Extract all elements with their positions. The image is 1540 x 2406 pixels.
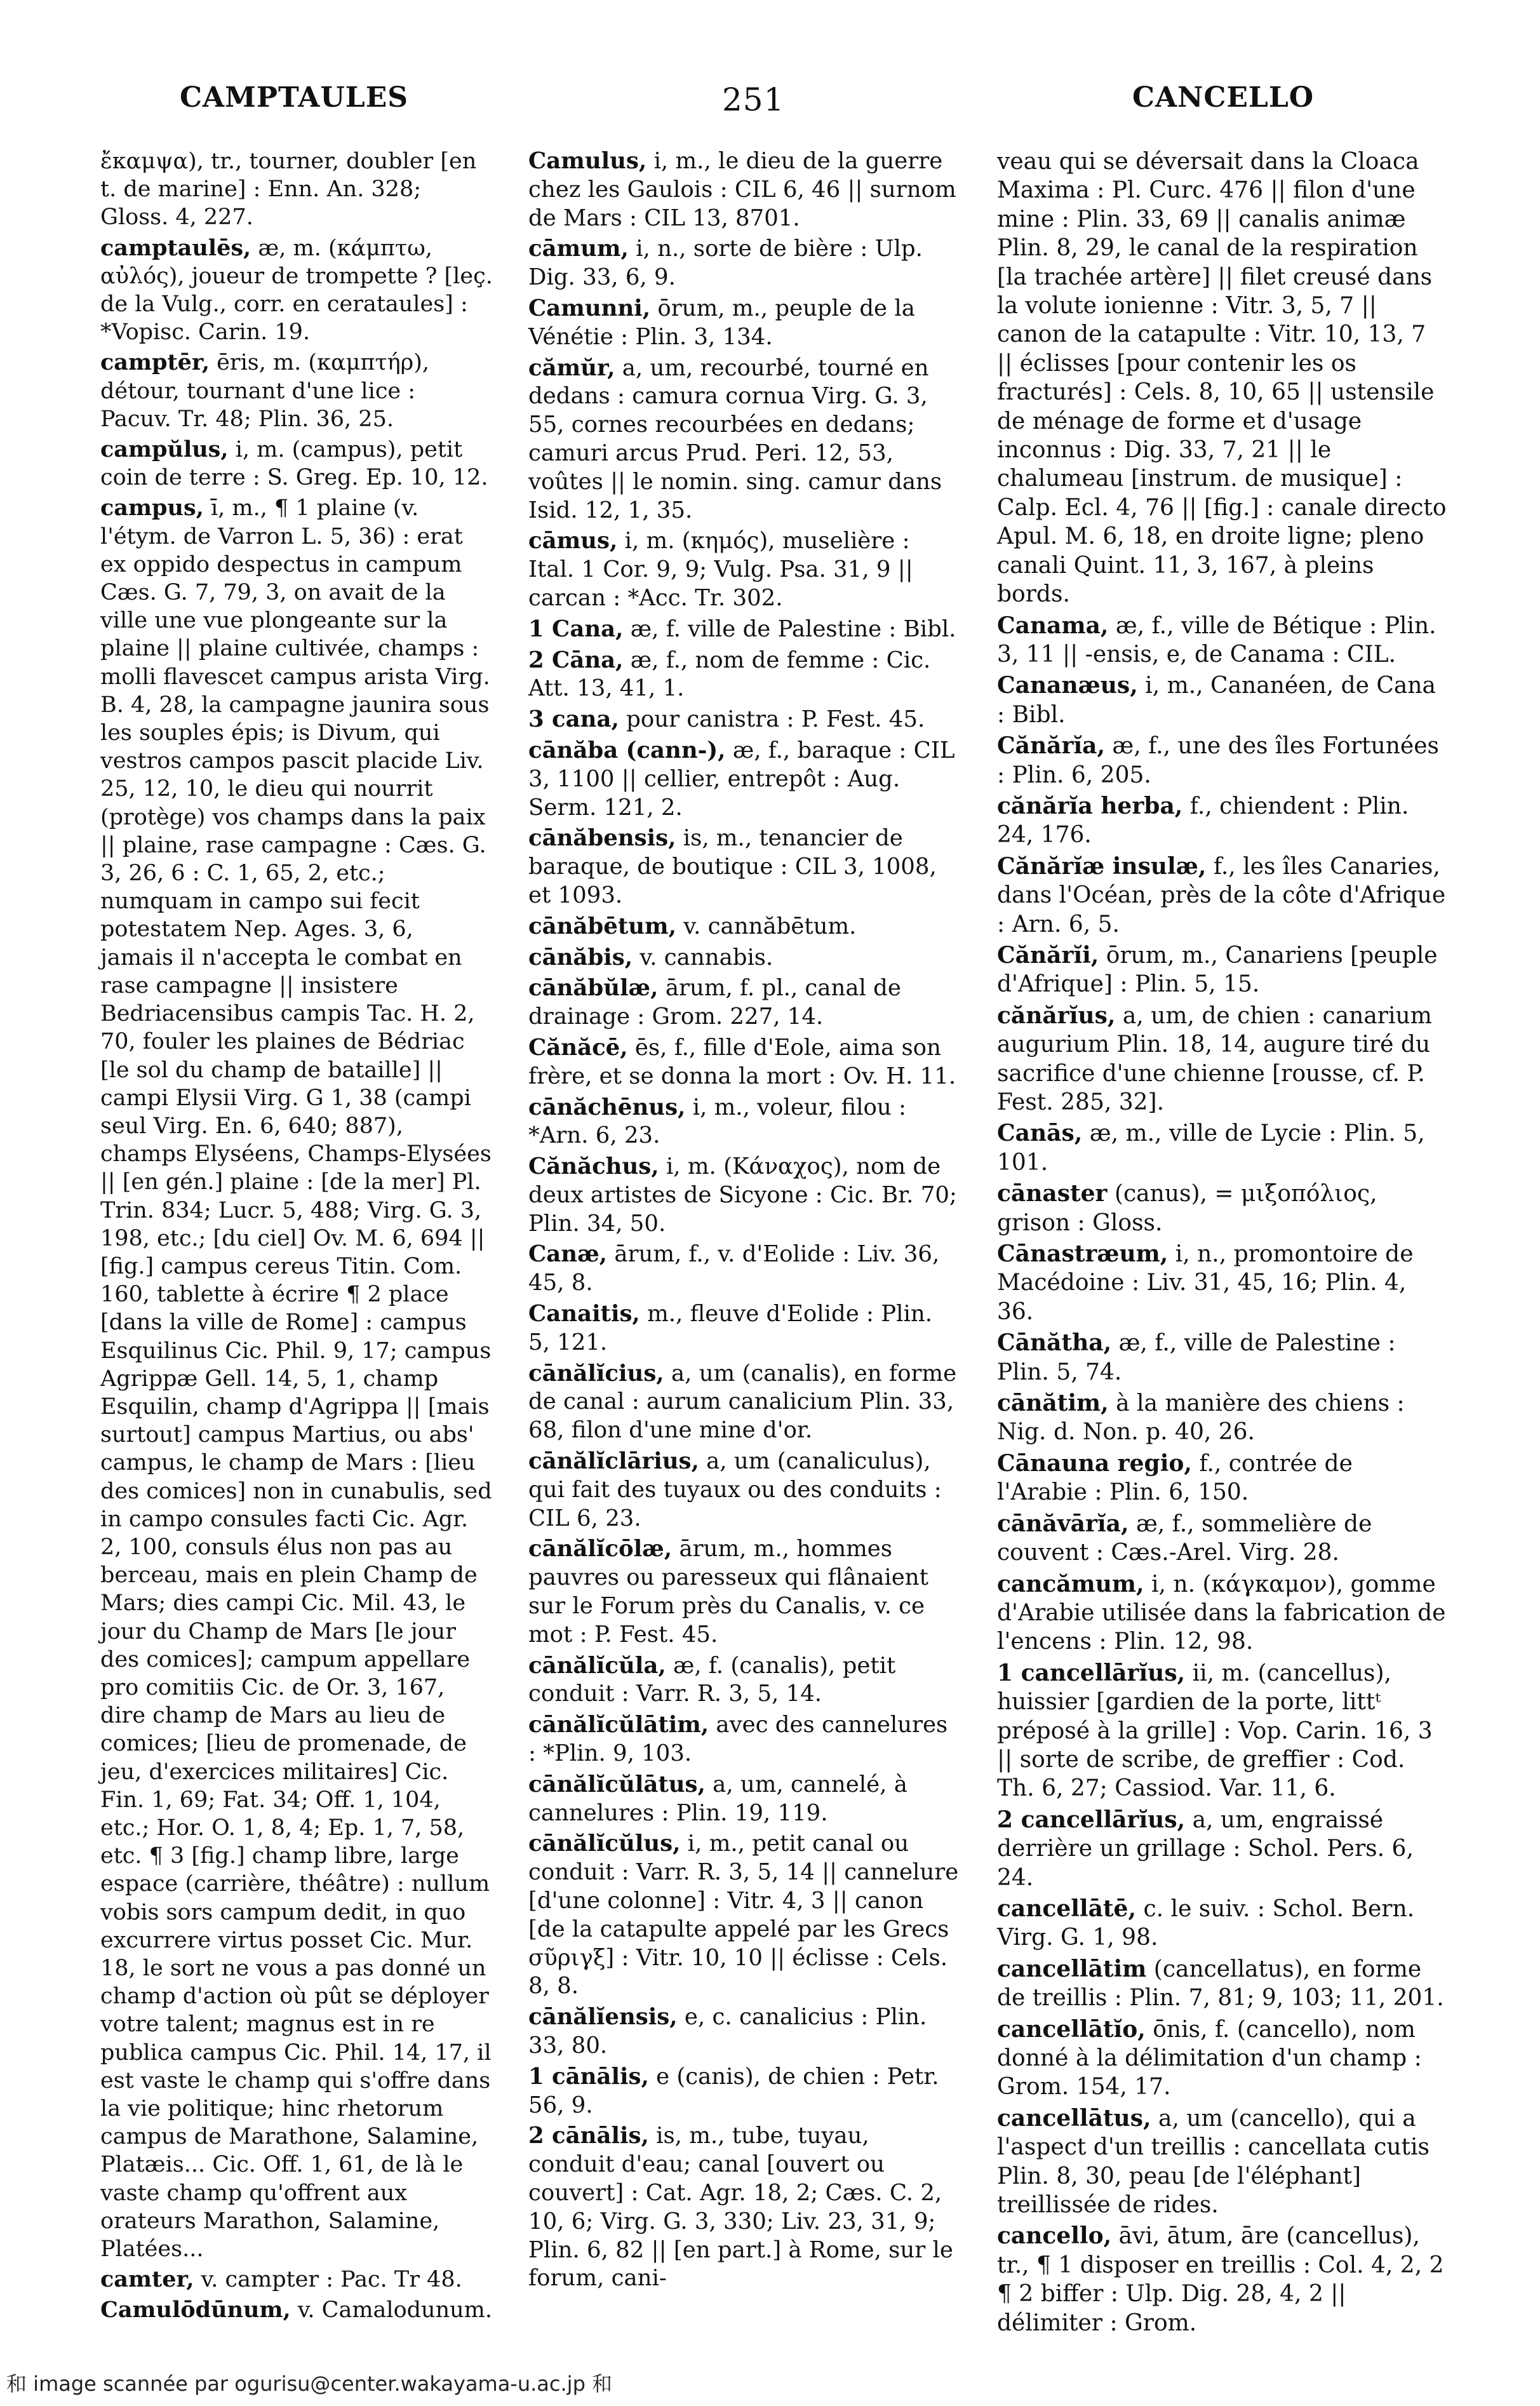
dictionary-entry bbox=[100, 2296, 493, 2324]
dictionary-entry bbox=[528, 913, 960, 941]
dictionary-entry bbox=[997, 1329, 1448, 1387]
dictionary-entry bbox=[997, 147, 1448, 609]
dictionary-entry bbox=[528, 615, 960, 644]
headword: cānăvārĭa, bbox=[997, 1510, 1129, 1537]
definition: i, n., sorte de bière : Ulp. Dig. 33, 6, 9. bbox=[528, 236, 923, 291]
definition: v. Camalodunum. bbox=[290, 2297, 492, 2323]
dictionary-entry bbox=[100, 349, 493, 433]
headword: cānăba (cann-), bbox=[528, 737, 726, 763]
definition: a, um, de chien : canarium augurium Plin. 18, 14, augure tiré du sacrifice d'une chienne [rousse, cf. P. Fest. 285, 32]. bbox=[997, 1002, 1432, 1115]
definition: f., les îles Canaries, dans l'Océan, près de la côte d'Afrique : Arn. 6, 5. bbox=[997, 853, 1446, 938]
headword: cānăbŭlæ, bbox=[528, 975, 659, 1002]
definition: æ, f., sommelière de couvent : Cæs.-Arel. Virg. 28. bbox=[997, 1510, 1372, 1566]
definition: v. cannăbētum. bbox=[676, 913, 857, 939]
dictionary-entry bbox=[100, 234, 493, 347]
definition: a, um (cancello), qui a l'aspect d'un treillis : cancellata cutis Plin. 8, 30, peau [de l'éléphant] treillissée de rides. bbox=[997, 2105, 1430, 2219]
dictionary-entry bbox=[528, 354, 960, 525]
definition: ἔκαμψα), tr., tourner, doubler [en t. de marine] : Enn. An. 328; Gloss. 4, 227. bbox=[100, 149, 477, 231]
definition: a, um (canaliculus), qui fait des tuyaux ou des conduits : CIL 6, 23. bbox=[528, 1448, 942, 1531]
definition: æ, m. (κάμπτω, αὐλός), joueur de trompette ? [leç. de la Vulg., corr. en cerataules] : *Vopisc. Carin. 19. bbox=[100, 235, 493, 346]
column-1 bbox=[100, 147, 493, 2325]
scan-credit: 和 image scannée par ogurisu@center.wakayama-u.ac.jp 和 bbox=[6, 2372, 613, 2396]
dictionary-entry bbox=[997, 941, 1448, 999]
headword: cānălĭensis, bbox=[528, 2004, 678, 2031]
dictionary-entry bbox=[997, 1002, 1448, 1117]
definition: ēris, m. (καμπτήρ), détour, tournant d'une lice : Pacuv. Tr. 48; Plin. 36, 25. bbox=[100, 350, 430, 432]
dictionary-entry bbox=[528, 1535, 960, 1649]
dictionary-entry bbox=[528, 647, 960, 704]
headword: cancămum, bbox=[997, 1570, 1144, 1597]
headword: cancellātus, bbox=[997, 2104, 1151, 2132]
headword: cănărĭus, bbox=[997, 1002, 1116, 1029]
dictionary-entry bbox=[100, 436, 493, 492]
dictionary-entry bbox=[528, 235, 960, 292]
definition: pour canistra : P. Fest. 45. bbox=[619, 706, 925, 733]
definition: a, um, engraissé derrière un grillage : Schol. Pers. 6, 24. bbox=[997, 1806, 1414, 1891]
definition: i, m., voleur, filou : *Arn. 6, 23. bbox=[528, 1094, 906, 1149]
definition: a, um (canalis), en forme de canal : aurum canalicium Plin. 33, 68, filon d'une mine d'or. bbox=[528, 1360, 957, 1444]
definition: i, m. (Κάναχος), nom de deux artistes de Sicyone : Cic. Br. 70; Plin. 34, 50. bbox=[528, 1153, 957, 1237]
definition: v. cannabis. bbox=[633, 944, 773, 971]
dictionary-entry bbox=[997, 1179, 1448, 1237]
headword: Cananæus, bbox=[997, 672, 1138, 699]
definition: is, m., tenancier de baraque, de boutique : CIL 3, 1008, et 1093. bbox=[528, 825, 937, 908]
dictionary-entry bbox=[997, 2015, 1448, 2102]
definition: m., fleuve d'Eolide : Plin. 5, 121. bbox=[528, 1301, 932, 1355]
definition: i, n. (κάγκαμον), gomme d'Arabie utilisée dans la fabrication de l'encens : Plin. 12, 98. bbox=[997, 1571, 1446, 1655]
left-guide-word: CAMPTAULES bbox=[180, 81, 409, 114]
definition: æ, f., baraque : CIL 3, 1100 || cellier, entrepôt : Aug. Serm. 121, 2. bbox=[528, 737, 955, 821]
headword: cānălĭcōlæ, bbox=[528, 1536, 673, 1563]
definition: æ, m., ville de Lycie : Plin. 5, 101. bbox=[997, 1120, 1425, 1176]
dictionary-entry bbox=[528, 1771, 960, 1828]
headword: 1 cancellārĭus, bbox=[997, 1659, 1186, 1686]
headword: 2 Cāna, bbox=[528, 647, 624, 673]
definition: e (canis), de chien : Petr. 56, 9. bbox=[528, 2063, 939, 2118]
column-3 bbox=[997, 147, 1448, 2337]
definition: i, m., petit canal ou conduit : Varr. R. 3, 5, 14 || cannelure [d'une colonne] : Vitr. 4, 3 || canon [de la catapulte appelé par les Grecs σῦριγξ] : Vitr. 10, 10 || éclisse : Cels. 8, 8. bbox=[528, 1831, 959, 1999]
dictionary-entry bbox=[997, 612, 1448, 669]
definition: is, m., tube, tuyau, conduit d'eau; canal [ouvert ou couvert] : Cat. Agr. 18, 2; Cæs. C. 2, 10, 6; Virg. G. 3, 330; Liv. 23, 31, 9; Plin. 6, 82 || [en part.] à Rome, sur le forum, cani- bbox=[528, 2123, 953, 2292]
page-number: 251 bbox=[722, 81, 785, 118]
dictionary-entry bbox=[100, 2266, 493, 2294]
headword: 1 cānālis, bbox=[528, 2063, 649, 2090]
headword: Camulus, bbox=[528, 148, 647, 174]
dictionary-entry bbox=[997, 1895, 1448, 1952]
dictionary-entry bbox=[528, 1240, 960, 1298]
headword: Cănărĭi, bbox=[997, 941, 1099, 969]
column-2 bbox=[528, 147, 960, 2293]
dictionary-entry bbox=[528, 295, 960, 352]
definition: i, m. (campus), petit coin de terre : S. Greg. Ep. 10, 12. bbox=[100, 437, 488, 491]
headword: Cănărĭæ insulæ, bbox=[997, 852, 1207, 880]
headword: 2 cānālis, bbox=[528, 2123, 649, 2149]
definition: ārum, m., hommes pauvres ou paresseux qui flânaient sur le Forum près du Canalis, v. ce mot : P. Fest. 45. bbox=[528, 1536, 928, 1648]
headword: cāmum, bbox=[528, 236, 629, 262]
definition: f., chiendent : Plin. 24, 176. bbox=[997, 793, 1409, 849]
headword: 2 cancellārĭus, bbox=[997, 1806, 1186, 1833]
dictionary-entry bbox=[528, 1711, 960, 1768]
definition: ōrum, m., Canariens [peuple d'Afrique] : Plin. 5, 15. bbox=[997, 942, 1438, 998]
definition: æ, f., une des îles Fortunées : Plin. 6, 205. bbox=[997, 733, 1439, 788]
headword: Cănăchus, bbox=[528, 1153, 659, 1180]
headword: cănărĭa herba, bbox=[997, 792, 1183, 819]
dictionary-entry bbox=[997, 1119, 1448, 1177]
dictionary-entry bbox=[997, 1659, 1448, 1803]
definition: veau qui se déversait dans la Cloaca Maxima : Pl. Curc. 476 || filon d'une mine : Plin. 33, 69 || canalis animæ Plin. 8, 29, le canal de la respiration [la trachée artère] || filet creusé dans la volute ionienne : Vitr. 3, 5, 7 || canon de la catapulte : Vitr. 10, 13, 7 || éclisses [pour contenir les os fracturés] : Cels. 8, 10, 65 || ustensile de ménage de forme et d'usage inconnus : Dig. 33, 7, 21 || le chalumeau [instrum. de musique] : Calp. Ecl. 4, 76 || [fig.] : canale directo Apul. M. 6, 18, en droite ligne; pleno canali Quint. 11, 3, 167, à pleins bords. bbox=[997, 149, 1447, 608]
headword: Canaitis, bbox=[528, 1301, 640, 1327]
definition: i, m., Cananéen, de Cana : Bibl. bbox=[997, 673, 1436, 728]
definition: æ, f., ville de Bétique : Plin. 3, 11 || -ensis, e, de Canama : CIL. bbox=[997, 612, 1436, 668]
dictionary-entry bbox=[997, 2222, 1448, 2337]
definition: i, m., le dieu de la guerre chez les Gaulois : CIL 6, 46 || surnom de Mars : CIL 13, 8701. bbox=[528, 148, 956, 231]
dictionary-entry bbox=[528, 824, 960, 910]
definition: ī, m., ¶ 1 plaine (v. l'étym. de Varron L. 5, 36) : erat ex oppido despectus in campum Cæs. G. 7, 79, 3, on avait de la ville une vue plongeante sur la plaine || plaine cultivée, champs : molli flavescet campus arista Virg. B. 4, 28, la campagne jaunira sous les souples épis; is Divum, qui vestros campos pascit placide Liv. 25, 12, 10, le dieu qui nourrit (protège) vos champs dans la paix || plaine, rase campagne : Cæs. G. 3, 26, 6 : C. 1, 65, 2, etc.; numquam in campo sui fecit potestatem Nep. Ages. 3, 6, jamais il n'accepta le combat en rase campagne || insistere Bedriacensibus campis Tac. H. 2, 70, fouler les plaines de Bédriac [le sol du champ de bataille] || campi Elysii Virg. G 1, 38 (campi seul Virg. En. 6, 640; 887), champs Elyséens, Champs-Elysées || [en gén.] plaine : [de la mer] Pl. Trin. 834; Lucr. 5, 488; Virg. G. 3, 198, etc.; [du ciel] Ov. M. 6, 694 || [fig.] campus cereus Titin. Com. 160, tablette à écrire ¶ 2 place [dans la ville de Rome] : campus Esquilinus Cic. Phil. 9, 17; campus Agrippæ Gell. 14, 5, 1, champ Esquilin, champ d'Agrippa || [mais surtout] campus Martius, ou abs' campus, le champ de Mars : [lieu des comices] non in cunabulis, sed in campo consules facti Cic. Agr. 2, 100, consuls élus non pas au berceau, mais en plein Champ de Mars; dies campi Cic. Mil. 43, le jour du Champ de Mars [le jour des comices]; campum appellare pro comitiis Cic. de Or. 3, 167, dire champ de Mars au lieu de comices; [lieu de promenade, de jeu, d'exercices militaires] Cic. Fin. 1, 69; Fat. 34; Off. 1, 104, etc.; Hor. O. 1, 8, 4; Ep. 1, 7, 58, etc. ¶ 3 [fig.] champ libre, large espace (carrière, théâtre) : nullum vobis sors campum dedit, in quo excurrere virtus posset Cic. Mur. 18, le sort ne vous a pas donné un champ d'action où pût se déployer votre talent; magnus est in re publica campus Cic. Phil. 14, 17, il est vaste le champ qui s'offre dans la vie politique; hinc rhetorum campus de Marathone, Salamine, Platæis... Cic. Off. 1, 61, de là le vaste champ qu'offrent aux orateurs Marathon, Salamine, Platées... bbox=[100, 495, 492, 2262]
dictionary-entry bbox=[528, 944, 960, 972]
dictionary-entry bbox=[528, 2063, 960, 2120]
dictionary-entry bbox=[528, 1830, 960, 2001]
headword: cānăbis, bbox=[528, 944, 633, 971]
definition: v. campter : Pac. Tr 48. bbox=[194, 2267, 462, 2293]
definition: i, m. (κημός), muselière : Ital. 1 Cor. 9, 9; Vulg. Psa. 31, 9 || carcan : *Acc. Tr. 302. bbox=[528, 528, 913, 611]
dictionary-entry bbox=[997, 1240, 1448, 1326]
definition: c. le suiv. : Schol. Bern. Virg. G. 1, 98. bbox=[997, 1895, 1415, 1951]
dictionary-entry bbox=[997, 792, 1448, 850]
dictionary-entry bbox=[528, 974, 960, 1032]
dictionary-entry bbox=[528, 1094, 960, 1151]
definition: (cancellatus), en forme de treillis : Plin. 7, 81; 9, 103; 11, 201. bbox=[997, 1956, 1444, 2012]
definition: ōrum, m., peuple de la Vénétie : Plin. 3, 134. bbox=[528, 295, 915, 350]
dictionary-entry bbox=[528, 1652, 960, 1709]
headword: cancellātim bbox=[997, 1955, 1147, 1982]
headword: Canās, bbox=[997, 1120, 1083, 1147]
dictionary-entry bbox=[997, 732, 1448, 790]
dictionary-entry bbox=[100, 147, 493, 232]
right-guide-word: CANCELLO bbox=[1132, 81, 1315, 114]
headword: camptaulēs, bbox=[100, 234, 251, 261]
definition: ārum, f., v. d'Eolide : Liv. 36, 45, 8. bbox=[528, 1241, 940, 1296]
headword: campus, bbox=[100, 495, 204, 521]
headword: cāmus, bbox=[528, 528, 618, 554]
dictionary-entry bbox=[528, 147, 960, 232]
dictionary-entry bbox=[528, 2003, 960, 2060]
definition: i, n., promontoire de Macédoine : Liv. 31, 45, 16; Plin. 4, 36. bbox=[997, 1241, 1414, 1325]
headword: cānaster bbox=[997, 1180, 1108, 1207]
dictionary-entry bbox=[997, 1806, 1448, 1892]
definition: à la manière des chiens : Nig. d. Non. p. 40, 26. bbox=[997, 1390, 1405, 1446]
headword: cānălĭcŭlātus, bbox=[528, 1771, 706, 1798]
headword: Cānauna regio, bbox=[997, 1449, 1192, 1477]
definition: f., contrée de l'Arabie : Plin. 6, 150. bbox=[997, 1450, 1353, 1506]
definition: æ, f., ville de Palestine : Plin. 5, 74. bbox=[997, 1330, 1396, 1385]
headword: cānălĭcius, bbox=[528, 1360, 664, 1387]
dictionary-entry bbox=[997, 852, 1448, 939]
headword: cānălĭcŭla, bbox=[528, 1652, 666, 1679]
dictionary-entry bbox=[528, 1300, 960, 1357]
definition: æ, f. (canalis), petit conduit : Varr. R. 3, 5, 14. bbox=[528, 1652, 896, 1707]
headword: cānălĭclārius, bbox=[528, 1448, 699, 1475]
headword: Canæ, bbox=[528, 1241, 608, 1268]
headword: Canama, bbox=[997, 612, 1109, 639]
definition: (canus), = μιξοπόλιος, grison : Gloss. bbox=[997, 1181, 1377, 1236]
dictionary-entry bbox=[997, 2104, 1448, 2220]
headword: cānăbensis, bbox=[528, 825, 676, 852]
headword: cānătim, bbox=[997, 1390, 1109, 1417]
dictionary-entry bbox=[997, 1449, 1448, 1507]
headword: 3 cana, bbox=[528, 706, 619, 733]
headword: camptēr, bbox=[100, 349, 210, 376]
dictionary-entry bbox=[528, 2122, 960, 2293]
dictionary-entry bbox=[100, 494, 493, 2263]
dictionary-entry bbox=[997, 1570, 1448, 1657]
definition: e, c. canalicius : Plin. 33, 80. bbox=[528, 2004, 927, 2059]
headword: cancellātē, bbox=[997, 1895, 1136, 1922]
dictionary-entry bbox=[528, 737, 960, 822]
headword: cānălĭcŭlātim, bbox=[528, 1712, 709, 1738]
definition: ōnis, f. (cancello), nom donné à la délimitation d'un champ : Grom. 154, 17. bbox=[997, 2016, 1422, 2100]
dictionary-entry bbox=[528, 1034, 960, 1091]
definition: æ, f., nom de femme : Cic. Att. 13, 41, 1. bbox=[528, 647, 931, 702]
headword: cancellātĭo, bbox=[997, 2015, 1146, 2043]
headword: camter, bbox=[100, 2266, 194, 2293]
dictionary-entry bbox=[528, 1448, 960, 1533]
headword: Camulōdūnum, bbox=[100, 2297, 291, 2323]
definition: ēs, f., fille d'Eole, aima son frère, et se donna la mort : Ov. H. 11. bbox=[528, 1034, 956, 1089]
dictionary-entry bbox=[997, 1510, 1448, 1568]
headword: cancello, bbox=[997, 2222, 1112, 2250]
headword: campŭlus, bbox=[100, 436, 229, 463]
dictionary-entry bbox=[528, 1153, 960, 1238]
dictionary-entry bbox=[528, 527, 960, 612]
headword: cānăchēnus, bbox=[528, 1094, 686, 1120]
headword: Camunni, bbox=[528, 295, 651, 321]
headword: cānăbētum, bbox=[528, 913, 676, 939]
definition: a, um, recourbé, tourné en dedans : camura cornua Virg. G. 3, 55, cornes recourbées en dedans; camuri arcus Prud. Peri. 12, 53, voûtes || le nomin. sing. camur dans Isid. 12, 1, 35. bbox=[528, 354, 942, 523]
definition: avec des cannelures : *Plin. 9, 103. bbox=[528, 1712, 948, 1767]
dictionary-entry bbox=[528, 706, 960, 734]
headword: Cănăcē, bbox=[528, 1034, 628, 1061]
headword: cānălĭcŭlus, bbox=[528, 1831, 681, 1857]
definition: āvi, ātum, āre (cancellus), tr., ¶ 1 disposer en treillis : Col. 4, 2, 2 ¶ 2 biffer : Ulp. Dig. 28, 4, 2 || délimiter : Grom. bbox=[997, 2223, 1444, 2336]
headword: Cănărĭa, bbox=[997, 732, 1105, 760]
headword: Cānastræum, bbox=[997, 1240, 1168, 1268]
definition: æ, f. ville de Palestine : Bibl. bbox=[623, 615, 956, 642]
definition: a, um, cannelé, à cannelures : Plin. 19, 119. bbox=[528, 1771, 907, 1826]
dictionary-entry bbox=[997, 671, 1448, 729]
dictionary-entry bbox=[997, 1389, 1448, 1447]
dictionary-entry bbox=[528, 1360, 960, 1445]
headword: 1 Cana, bbox=[528, 615, 624, 642]
dictionary-entry bbox=[997, 1955, 1448, 2013]
headword: cămŭr, bbox=[528, 354, 615, 381]
headword: Cānătha, bbox=[997, 1329, 1112, 1357]
definition: ārum, f. pl., canal de drainage : Grom. 227, 14. bbox=[528, 975, 901, 1030]
definition: ii, m. (cancellus), huissier [gardien de la porte, littᵗ préposé à la grille] : Vop. Carin. 16, 3 || sorte de scribe, de greffier : Cod. Th. 6, 27; Cassiod. Var. 11, 6. bbox=[997, 1660, 1433, 1802]
